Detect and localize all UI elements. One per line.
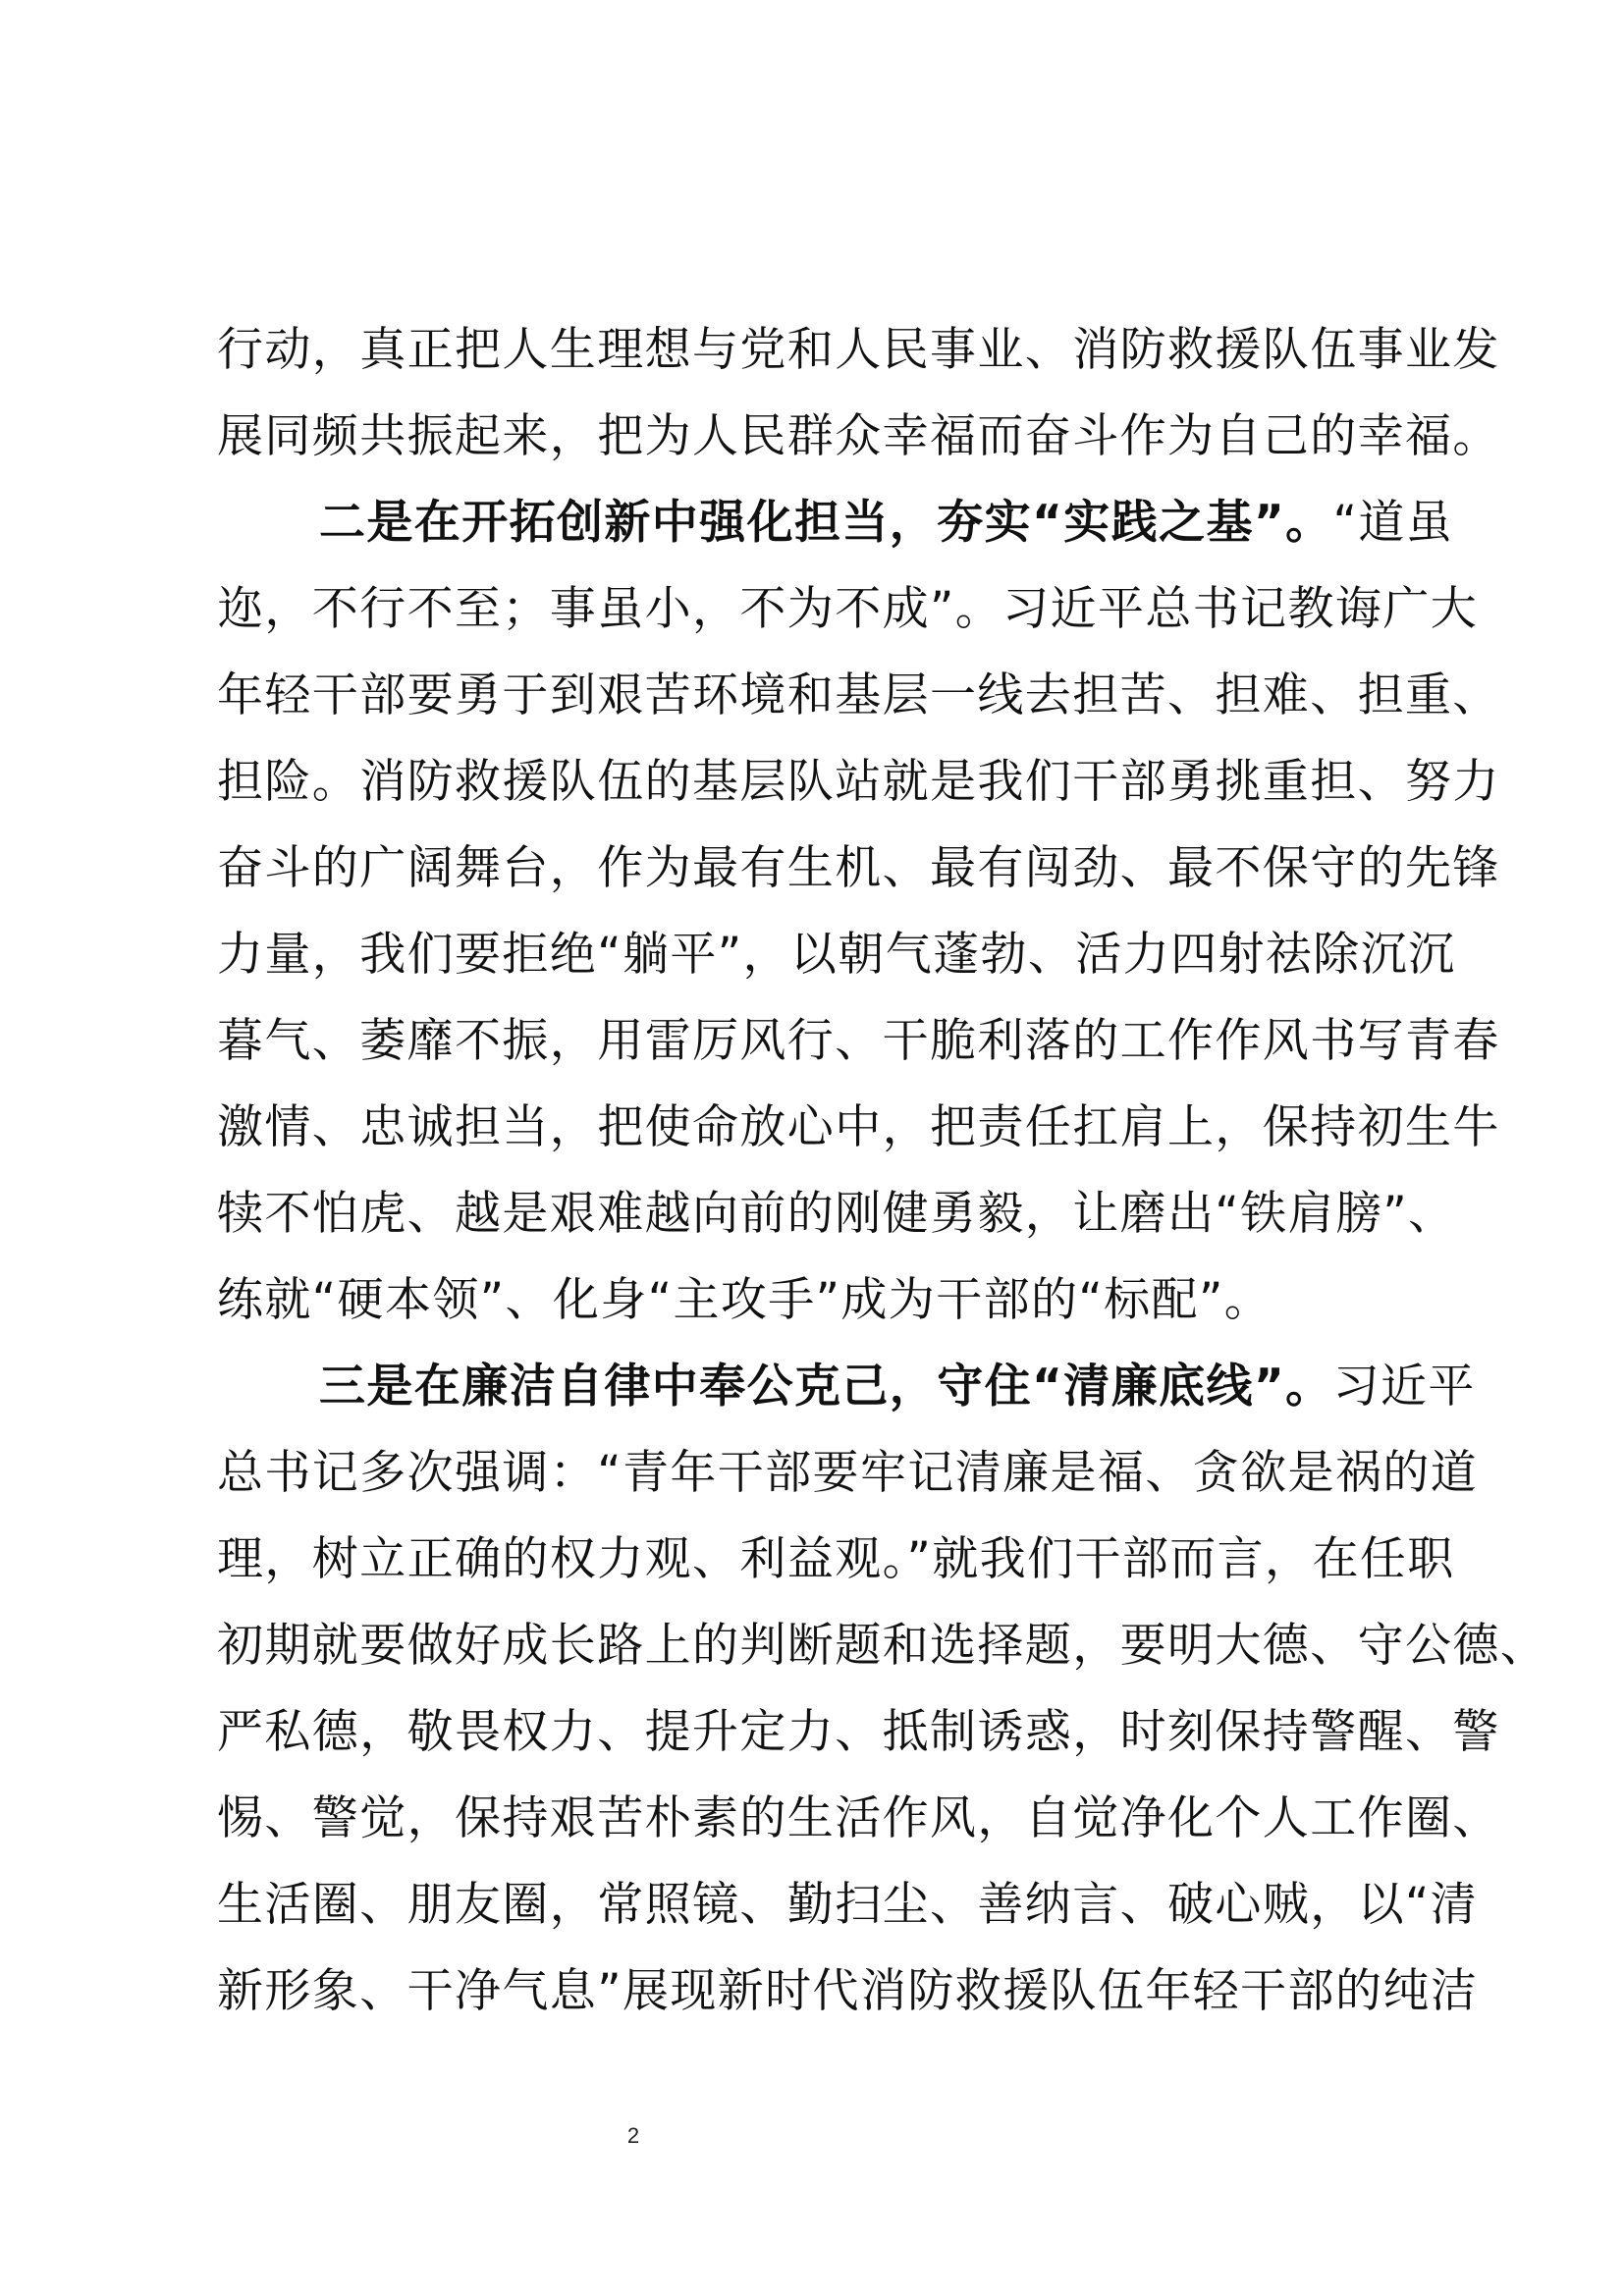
paragraph-start-line (319, 1358, 1537, 1416)
body-line: 奋斗的广阔舞台，作为最有生机、最有闯劲、最不保守的先锋 (217, 841, 1500, 895)
body-line: 激情、忠诚担当，把使命放心中，把责任扛肩上，保持初生牛 (217, 1100, 1500, 1154)
body-line: 新形象、干净气息”展现新时代消防救援队伍年轻干部的纯洁 (217, 1964, 1479, 2018)
body-text: “道虽 (1332, 496, 1454, 550)
body-line: 担险。消防救援队伍的基层队站就是我们干部勇挑重担、努力 (217, 755, 1500, 809)
paragraph-heading: 二是在开拓创新中强化担当，夯实“实践之基”。 (319, 496, 1333, 550)
body-line: 年轻干部要勇于到艰苦环境和基层一线去担苦、担难、担重、 (217, 668, 1500, 722)
body-line: 理，树立正确的权力观、利益观。”就我们干部而言，在任职 (217, 1532, 1455, 1586)
body-line: 暮气、萎靡不振，用雷厉风行、干脆利落的工作作风书写青春 (217, 1014, 1500, 1068)
body-line: 力量，我们要拒绝“躺平”，以朝气蓬勃、活力四射祛除沉沉 (217, 928, 1456, 982)
body-line: 总书记多次强调：“青年干部要牢记清廉是福、贪欲是祸的道 (217, 1446, 1479, 1500)
body-line: 惕、警觉，保持艰苦朴素的生活作风，自觉净化个人工作圈、 (217, 1791, 1500, 1845)
body-line: 迩，不行不至；事虽小，不为不成”。习近平总书记教诲广大 (217, 582, 1479, 636)
page-number: 2 (626, 2123, 640, 2148)
paragraph-start-line (319, 494, 1537, 553)
body-line: 生活圈、朋友圈，常照镜、勤扫尘、善纳言、破心贼，以“清 (217, 1878, 1479, 1932)
body-line: 行动，真正把人生理想与党和人民事业、消防救援队伍事业发 (217, 323, 1500, 377)
body-line: 练就“硬本领”、化身“主攻手”成为干部的“标配”。 (217, 1273, 1272, 1327)
body-line: 初期就要做好成长路上的判断题和选择题，要明大德、守公德、 (217, 1619, 1548, 1673)
body-line: 严私德，敬畏权力、提升定力、抵制诱惑，时刻保持警醒、警 (217, 1705, 1500, 1759)
body-line: 展同频共振起来，把为人民群众幸福而奋斗作为自己的幸福。 (217, 409, 1500, 463)
body-text: 习近平 (1332, 1360, 1476, 1414)
paragraph-heading: 三是在廉洁自律中奉公克己，守住“清廉底线”。 (319, 1360, 1333, 1414)
body-line: 犊不怕虎、越是艰难越向前的刚健勇毅，让磨出“铁肩膀”、 (217, 1187, 1456, 1241)
